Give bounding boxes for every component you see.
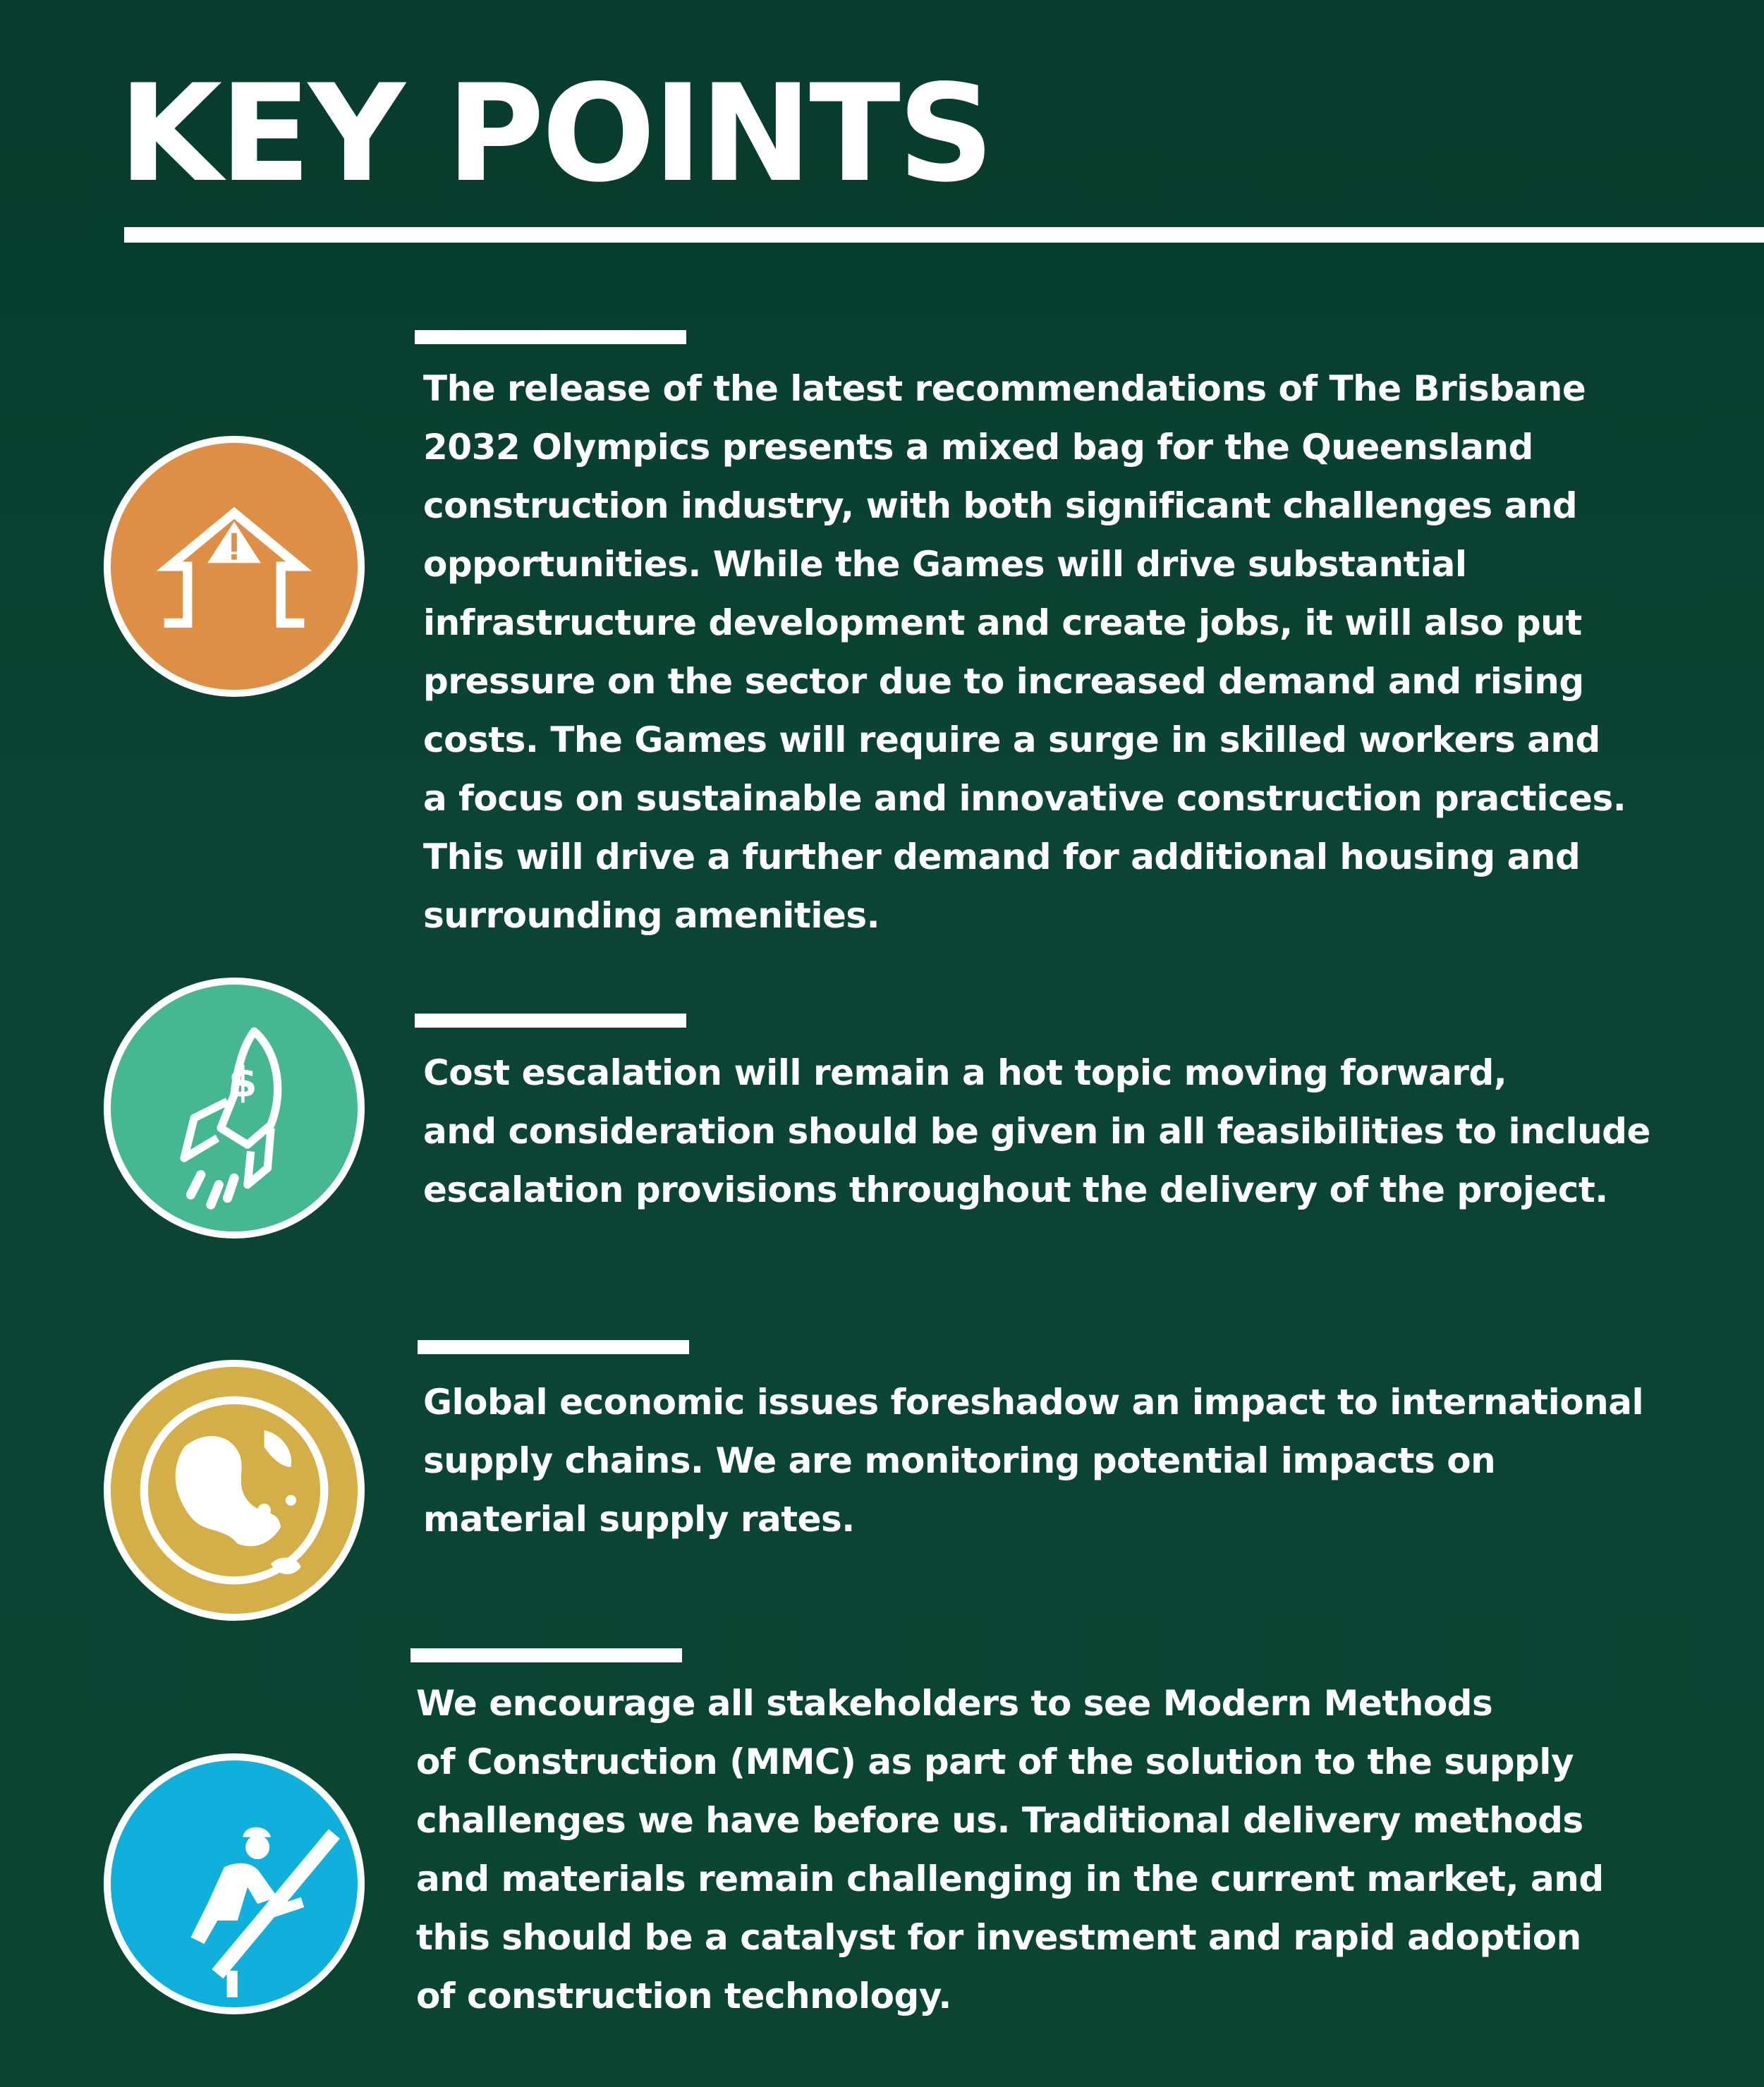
point-4-text: We encourage all stakeholders to see Modern Methods of Construction (MMC) as part of the solution to the supply challenges we have before us. Traditional delivery methods and materials remain challenging in the current market, and this should be a catalyst for investment and rapid adoption of construction technology. — [416, 1683, 1604, 2016]
house-warning-icon — [104, 436, 365, 697]
title-divider — [124, 227, 1764, 243]
point-2-divider — [415, 1014, 686, 1028]
point-4-divider — [410, 1648, 682, 1662]
point-3-divider — [418, 1340, 689, 1354]
page-title: KEY POINTS — [118, 56, 992, 212]
point-2-text: Cost escalation will remain a hot topic moving forward, and consideration should be given in all feasibilities to include escalation provisions throughout the delivery of the project. — [423, 1052, 1650, 1210]
point-1-text: The release of the latest recommendations of The Brisbane 2032 Olympics presents a mixed bag for the Queensland construction industry, with both significant challenges and opportunities. While the Games will drive substantial infrastructure development and create jobs, it will also put pressure on the sector due to increased demand and rising costs. The Games will require a surge in skilled workers and a focus on sustainable and innovative construction practices. This will drive a further demand for additional housing and surrounding amenities. — [423, 368, 1626, 936]
dollar-glyph: $ — [228, 1058, 257, 1107]
point-3-text: Global economic issues foreshadow an impact to international supply chains. We are monitoring potential impacts on material supply rates. — [423, 1382, 1644, 1540]
rocket-dollar-icon — [104, 978, 365, 1239]
point-1-divider — [415, 330, 686, 344]
construction-worker-icon — [104, 1753, 365, 2014]
globe-icon — [104, 1360, 365, 1621]
